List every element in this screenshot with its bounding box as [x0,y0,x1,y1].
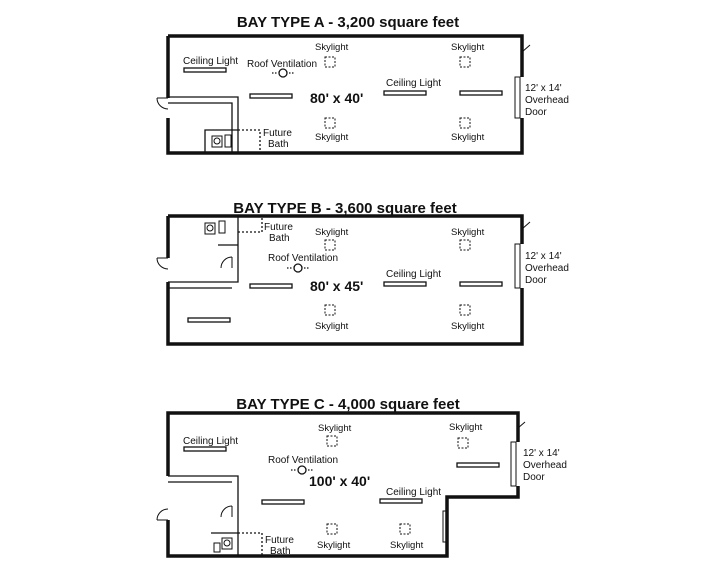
bath-fixtures-icon [214,538,232,552]
label-bath: Bath [270,546,291,557]
label-skylight: Skylight [451,132,485,143]
label-skylight: Skylight [315,227,349,238]
side-door [157,506,232,520]
overhead-door [443,422,525,542]
label-ceiling-light: Ceiling Light [386,487,442,498]
label-overhead: Overhead [525,95,569,106]
label-door: Door [525,275,547,286]
plan-title: BAY TYPE A - 3,200 square feet [236,14,460,31]
label-skylight: Skylight [317,540,351,551]
label-overhead: Overhead [525,263,569,274]
label-bath: Bath [268,139,289,150]
label-ceiling-light: Ceiling Light [183,436,239,447]
label-future: Future [264,222,293,233]
label-roof-ventilation: Roof Ventilation [268,253,339,264]
label-door: Door [525,107,547,118]
bath-fixtures-icon [205,221,225,234]
label-future: Future [265,535,294,546]
label-overhead: Overhead [523,460,567,471]
plan-bay-type-b [157,200,569,344]
label-skylight: Skylight [315,132,349,143]
label-ceiling-light: Ceiling Light [183,56,239,67]
plan-title: BAY TYPE B - 3,600 square feet [233,200,457,217]
plan-bay-type-a [157,14,569,153]
plan-dimensions: 80' x 45' [310,278,364,294]
plan-title: BAY TYPE C - 4,000 square feet [236,396,460,413]
label-roof-ventilation: Roof Ventilation [247,59,318,70]
label-bath: Bath [269,233,290,244]
interior-walls [168,97,260,153]
label-roof-ventilation: Roof Ventilation [268,455,339,466]
label-door-size: 12' x 14' [525,83,562,94]
label-future: Future [263,128,292,139]
label-door-size: 12' x 14' [525,251,562,262]
plan-dimensions: 100' x 40' [309,473,371,489]
label-skylight: Skylight [390,540,424,551]
interior-walls [168,476,262,556]
label-door-size: 12' x 14' [523,448,560,459]
label-skylight: Skylight [451,321,485,332]
side-door [157,98,168,109]
label-door: Door [523,472,545,483]
label-skylight: Skylight [451,227,485,238]
roof-ventilation-icon [287,264,309,272]
label-skylight: Skylight [449,422,483,433]
label-skylight: Skylight [451,42,485,53]
label-skylight: Skylight [315,42,349,53]
side-door [157,257,232,269]
label-skylight: Skylight [315,321,349,332]
label-skylight: Skylight [318,423,352,434]
roof-ventilation-icon [272,69,294,77]
plan-dimensions: 80' x 40' [310,90,364,106]
label-ceiling-light: Ceiling Light [386,269,442,280]
label-ceiling-light: Ceiling Light [386,78,442,89]
plan-bay-type-c [157,396,567,557]
bath-fixtures-icon [212,135,231,147]
